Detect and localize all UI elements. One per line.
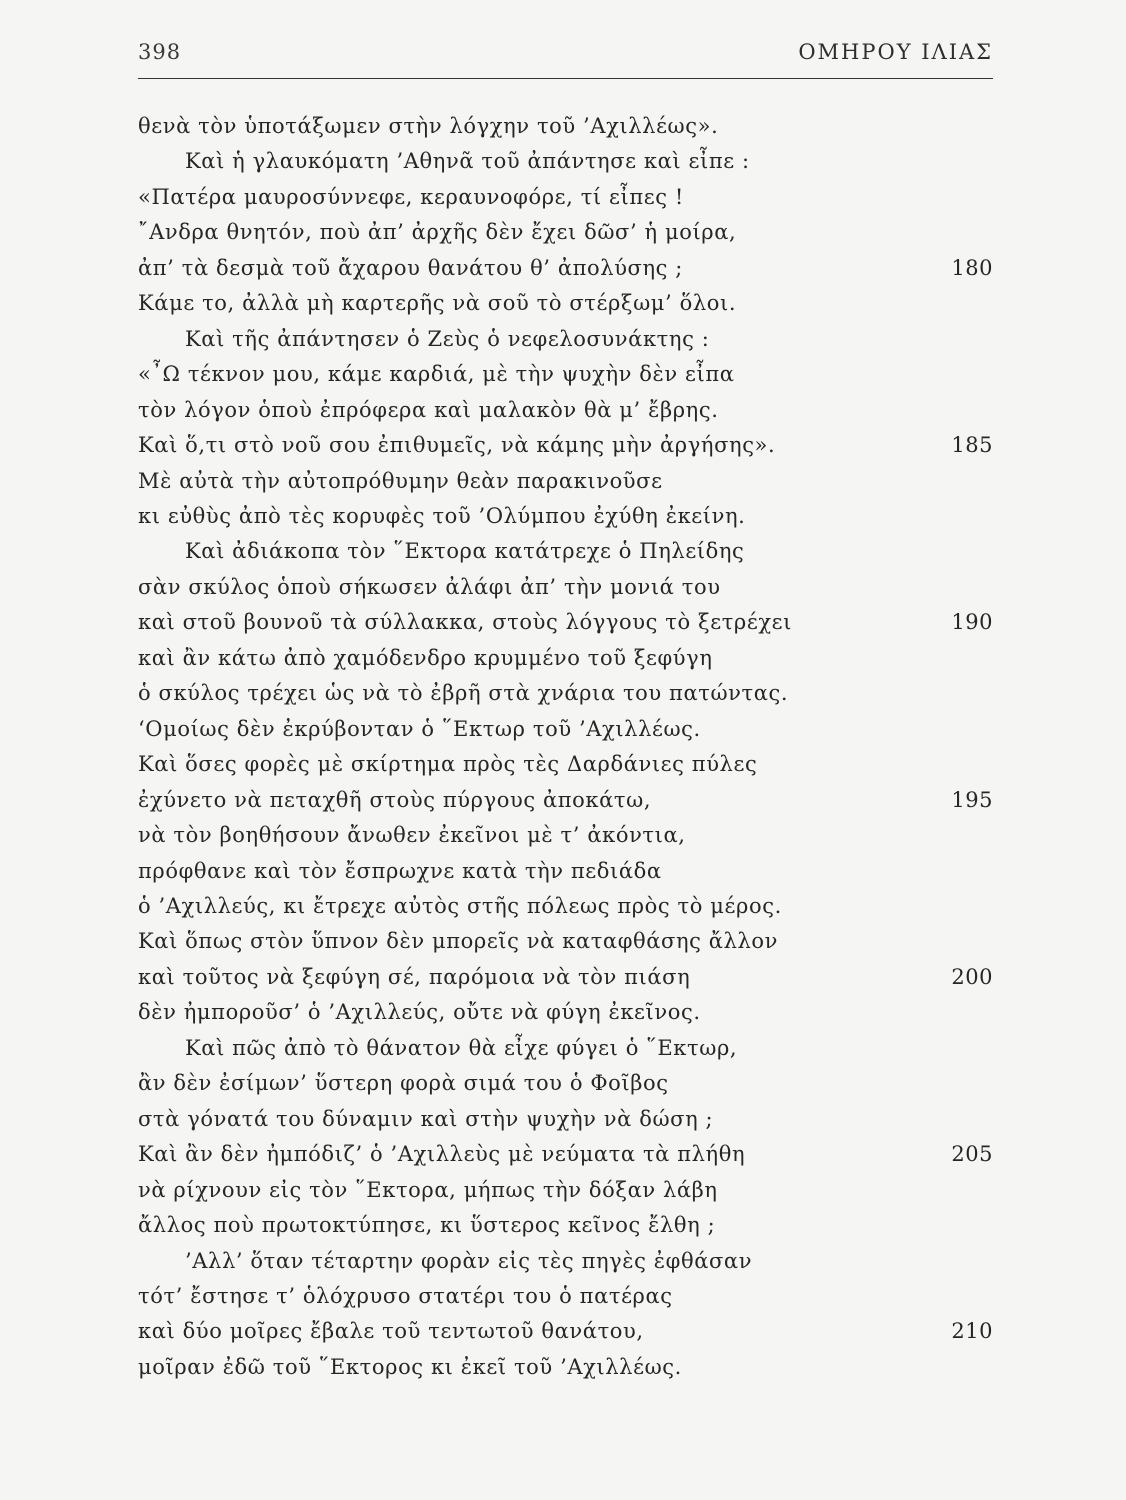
verse-line bbox=[138, 428, 993, 463]
verse-text: ’Αλλ’ ὅταν τέταρτην φορὰν εἰς τὲς πηγὲς ἐφθάσαν bbox=[185, 1248, 753, 1273]
verse-line bbox=[138, 924, 993, 959]
verse-text: «Πατέρα μαυροσύννεφε, κεραυνοφόρε, τί εἶπες ! bbox=[138, 184, 684, 209]
verse-text: Κάμε το, ἀλλὰ μὴ καρτερῆς νὰ σοῦ τὸ στέρξωμ’ ὅλοι. bbox=[138, 291, 737, 316]
verse-number: 200 bbox=[951, 964, 993, 989]
verse-text: καὶ ἂν κάτω ἀπὸ χαμόδενδρο κρυμμένο τοῦ ξεφύγη bbox=[138, 645, 713, 670]
verse-line bbox=[138, 1066, 993, 1101]
verse-line bbox=[138, 393, 993, 428]
verse-text: θενὰ τὸν ὑποτάξωμεν στὴν λόγχην τοῦ ’Αχιλλέως». bbox=[138, 114, 719, 138]
verse-line bbox=[138, 854, 993, 889]
verse-line bbox=[138, 322, 993, 357]
verse-text: δὲν ἠμποροῦσ’ ὁ ’Αχιλλεύς, οὔτε νὰ φύγη ἐκεῖνος. bbox=[138, 1000, 701, 1025]
verse-text: νὰ ρίχνουν εἰς τὸν ῞Εκτορα, μήπως τὴν δόξαν λάβη bbox=[138, 1177, 718, 1202]
verse-line bbox=[138, 747, 993, 782]
verse-line bbox=[138, 1244, 993, 1279]
page-number: 398 bbox=[138, 40, 182, 64]
verse-line bbox=[138, 1279, 993, 1314]
verse-line bbox=[138, 251, 993, 286]
verse-text: Καὶ ὅπως στὸν ὕπνον δὲν μπορεῖς νὰ καταφθάσης ἄλλον bbox=[138, 929, 778, 954]
verse-line bbox=[138, 712, 993, 747]
verse-line bbox=[138, 180, 993, 215]
header-rule bbox=[138, 78, 993, 79]
verse-line bbox=[138, 818, 993, 853]
verse-line bbox=[138, 995, 993, 1030]
verse-text: «῏Ω τέκνον μου, κάμε καρδιά, μὲ τὴν ψυχὴν δὲν εἶπα bbox=[138, 362, 735, 387]
verse-text: Καὶ ὅσες φορὲς μὲ σκίρτημα πρὸς τὲς Δαρδάνιες πύλες bbox=[138, 752, 758, 777]
verse-line bbox=[138, 641, 993, 676]
verse-line bbox=[138, 109, 993, 144]
verse-line bbox=[138, 464, 993, 499]
verse-text: τότ’ ἔστησε τ’ ὁλόχρυσο στατέρι του ὁ πατέρας bbox=[138, 1283, 673, 1308]
verse-line bbox=[138, 215, 993, 250]
verse-text: στὰ γόνατά του δύναμιν καὶ στὴν ψυχὴν νὰ δώση ; bbox=[138, 1106, 714, 1131]
verse-text: κι εὐθὺς ἀπὸ τὲς κορυφὲς τοῦ ’Ολύμπου ἐχύθη ἐκείνη. bbox=[138, 503, 746, 528]
verse-line bbox=[138, 286, 993, 321]
verse-line bbox=[138, 676, 993, 711]
verse-number: 190 bbox=[951, 610, 993, 635]
verse-number: 210 bbox=[951, 1319, 993, 1344]
verse-line bbox=[138, 1350, 993, 1385]
verse-text: ‘Ομοίως δὲν ἐκρύβονταν ὁ ῞Εκτωρ τοῦ ’Αχιλλέως. bbox=[138, 716, 701, 741]
verse-text: ὁ σκύλος τρέχει ὡς νὰ τὸ ἐβρῆ στὰ χνάρια του πατώντας. bbox=[138, 681, 789, 706]
page-header bbox=[138, 38, 993, 72]
verse-text: νὰ τὸν βοηθήσουν ἄνωθεν ἐκεῖνοι μὲ τ’ ἀκόντια, bbox=[138, 823, 686, 848]
verse-line bbox=[138, 534, 993, 569]
verse-text: καὶ στοῦ βουνοῦ τὰ σύλλακκα, στοὺς λόγγους τὸ ξετρέχει bbox=[138, 610, 792, 635]
verse-text: ῎Ανδρα θνητόν, ποὺ ἀπ’ ἀρχῆς δὲν ἔχει δῶσ’ ἡ μοίρα, bbox=[138, 220, 737, 245]
verse-number: 195 bbox=[951, 787, 993, 812]
verse-line bbox=[138, 783, 993, 818]
verse-line bbox=[138, 570, 993, 605]
verse-text: Καὶ τῆς ἀπάντησεν ὁ Ζεὺς ὁ νεφελοσυνάκτης : bbox=[185, 326, 710, 351]
verse-text: Καὶ ἂν δὲν ἠμπόδιζ’ ὁ ’Αχιλλεὺς μὲ νεύματα τὰ πλήθη bbox=[138, 1142, 746, 1167]
verse-line bbox=[138, 1173, 993, 1208]
verse-line bbox=[138, 1314, 993, 1349]
verse-text: καὶ τοῦτος νὰ ξεφύγη σέ, παρόμοια νὰ τὸν πιάση bbox=[138, 964, 691, 989]
verse-text: τὸν λόγον ὁποὺ ἐπρόφερα καὶ μαλακὸν θὰ μ’ ἔβρης. bbox=[138, 397, 719, 422]
verse-line bbox=[138, 144, 993, 179]
verse-text: σὰν σκύλος ὁποὺ σήκωσεν ἀλάφι ἀπ’ τὴν μονιά του bbox=[138, 574, 721, 599]
verse-text: Καὶ ὅ,τι στὸ νοῦ σου ἐπιθυμεῖς, νὰ κάμης μὴν ἀργήσης». bbox=[138, 433, 776, 458]
verse-text: ἄλλος ποὺ πρωτοκτύπησε, κι ὕστερος κεῖνος ἔλθη ; bbox=[138, 1213, 716, 1238]
verse-text: ἂν δὲν ἐσίμων’ ὕστερη φορὰ σιμά του ὁ Φοῖβος bbox=[138, 1071, 669, 1096]
running-title: ΟΜΗΡΟΥ ΙΛΙΑΣ bbox=[798, 40, 993, 64]
verse-number: 205 bbox=[951, 1142, 993, 1167]
verse-text: Μὲ αὐτὰ τὴν αὐτοπρόθυμην θεὰν παρακινοῦσε bbox=[138, 468, 663, 493]
verse-text: Καὶ ἡ γλαυκόματη ’Αθηνᾶ τοῦ ἀπάντησε καὶ εἶπε : bbox=[185, 149, 750, 174]
verse-text: Καὶ πῶς ἀπὸ τὸ θάνατον θὰ εἶχε φύγει ὁ ῞Εκτωρ, bbox=[185, 1035, 738, 1060]
verse-line bbox=[138, 605, 993, 640]
verse-number: 185 bbox=[951, 433, 993, 458]
verse-text: ἐχύνετο νὰ πεταχθῆ στοὺς πύργους ἀποκάτω, bbox=[138, 787, 652, 812]
verse-block bbox=[138, 109, 993, 1385]
verse-text: καὶ δύο μοῖρες ἔβαλε τοῦ τεντωτοῦ θανάτου, bbox=[138, 1319, 644, 1344]
verse-line bbox=[138, 1102, 993, 1137]
verse-line bbox=[138, 357, 993, 392]
verse-text: μοῖραν ἐδῶ τοῦ ῞Εκτορος κι ἐκεῖ τοῦ ’Αχιλλέως. bbox=[138, 1354, 682, 1379]
verse-line bbox=[138, 499, 993, 534]
verse-line bbox=[138, 960, 993, 995]
verse-line bbox=[138, 1208, 993, 1243]
verse-line bbox=[138, 1137, 993, 1172]
verse-line bbox=[138, 889, 993, 924]
verse-text: Καὶ ἀδιάκοπα τὸν ῞Εκτορα κατάτρεχε ὁ Πηλείδης bbox=[185, 539, 745, 564]
verse-text: ἀπ’ τὰ δεσμὰ τοῦ ἄχαρου θανάτου θ’ ἀπολύσης ; bbox=[138, 255, 683, 280]
verse-text: πρόφθανε καὶ τὸν ἔσπρωχνε κατὰ τὴν πεδιάδα bbox=[138, 858, 662, 883]
verse-line bbox=[138, 1031, 993, 1066]
verse-text: ὁ ’Αχιλλεύς, κι ἔτρεχε αὐτὸς στῆς πόλεως πρὸς τὸ μέρος. bbox=[138, 893, 782, 918]
verse-number: 180 bbox=[951, 255, 993, 280]
